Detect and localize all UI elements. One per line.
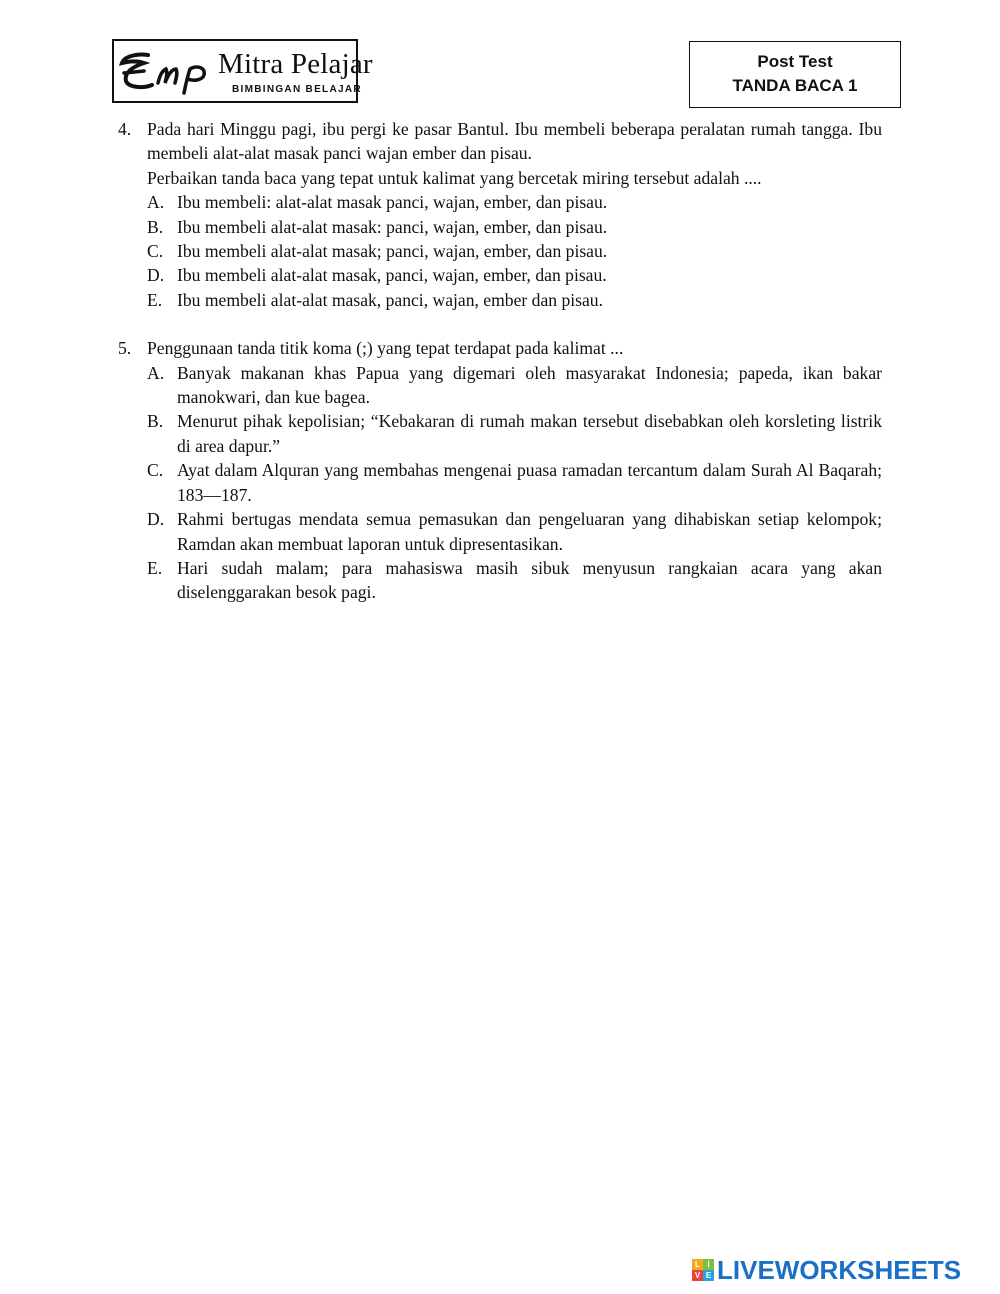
option-e[interactable] xyxy=(147,556,882,605)
option-letter: B. xyxy=(147,216,164,237)
question-prompt: Perbaikan tanda baca yang tepat untuk kalimat yang bercetak miring tersebut adalah .... xyxy=(147,167,762,188)
question-body xyxy=(147,336,882,604)
brand-icon-tile: I xyxy=(703,1259,714,1270)
question-list xyxy=(118,117,882,629)
liveworksheets-brand[interactable] xyxy=(692,1256,961,1284)
question-number: 4. xyxy=(118,119,132,139)
option-letter: A. xyxy=(147,192,165,213)
option-letter: D. xyxy=(147,265,165,286)
option-text: Ibu membeli alat-alat masak, panci, wajan, ember, dan pisau. xyxy=(177,265,607,286)
option-c[interactable] xyxy=(147,239,882,263)
brand-text: LIVEWORKSHEETS xyxy=(717,1255,962,1285)
option-list xyxy=(147,361,882,605)
brand-icon-tile: E xyxy=(703,1270,714,1281)
option-text: Ibu membeli alat-alat masak, panci, wajan, ember dan pisau. xyxy=(177,289,603,310)
option-a[interactable] xyxy=(147,190,882,214)
option-d[interactable] xyxy=(147,263,882,287)
option-letter: D. xyxy=(147,509,165,530)
option-text: Ibu membeli alat-alat masak: panci, wajan, ember, dan pisau. xyxy=(177,216,608,237)
option-text: Rahmi bertugas mendata semua pemasukan dan pengeluaran yang dihabiskan setiap kelompok; Ramdan akan membuat laporan untuk dipresentasikan. xyxy=(177,509,882,554)
option-text: Banyak makanan khas Papua yang digemari oleh masyarakat Indonesia; papeda, ikan bakar manokwari, dan kue bagea. xyxy=(177,362,882,408)
liveworksheets-logo-icon xyxy=(692,1259,714,1281)
title-box xyxy=(689,41,901,108)
option-b[interactable] xyxy=(147,409,882,458)
option-letter: B. xyxy=(147,411,164,432)
logo-name: Mitra Pelajar xyxy=(218,48,373,80)
title-line-2: TANDA BACA 1 xyxy=(732,76,858,95)
question-number: 5. xyxy=(118,338,132,359)
option-letter: A. xyxy=(147,362,165,383)
option-letter: E. xyxy=(147,289,163,310)
option-c[interactable] xyxy=(147,458,882,507)
question-body xyxy=(147,117,882,312)
option-text: Menurut pihak kepolisian; “Kebakaran di rumah makan tersebut disebabkan oleh korsleting listrik di area dapur.” xyxy=(177,411,882,456)
option-text: Hari sudah malam; para mahasiswa masih sibuk menyusun rangkaian acara yang akan diselenggarakan besok pagi. xyxy=(177,557,882,603)
logo-mark-icon xyxy=(118,49,218,95)
option-text: Ayat dalam Alquran yang membahas mengenai puasa ramadan tercantum dalam Surah Al Baqarah; 183—187. xyxy=(177,460,882,505)
brand-icon-tile: V xyxy=(692,1270,703,1281)
question-text: Penggunaan tanda titik koma (;) yang tepat terdapat pada kalimat ... xyxy=(147,338,624,359)
option-letter: C. xyxy=(147,241,164,262)
title-line-1: Post Test xyxy=(757,52,833,71)
option-text: Ibu membeli alat-alat masak; panci, wajan, ember, dan pisau. xyxy=(177,241,608,262)
option-text: Ibu membeli: alat-alat masak panci, wajan, ember, dan pisau. xyxy=(177,192,608,213)
brand-icon-tile: L xyxy=(692,1259,703,1270)
option-letter: C. xyxy=(147,460,164,481)
option-a[interactable] xyxy=(147,361,882,410)
option-letter: E. xyxy=(147,557,163,578)
question-text: Pada hari Minggu pagi, ibu pergi ke pasar Bantul. Ibu membeli beberapa peralatan rumah tangga. Ibu membeli alat-alat masak panci wajan ember dan pisau. xyxy=(147,119,882,164)
logo xyxy=(112,39,373,103)
option-e[interactable] xyxy=(147,288,882,312)
option-d[interactable] xyxy=(147,507,882,556)
question-4 xyxy=(118,117,882,312)
option-list xyxy=(147,190,882,312)
logo-subtitle: BIMBINGAN BELAJAR xyxy=(232,84,362,95)
question-5 xyxy=(118,336,882,604)
option-b[interactable] xyxy=(147,215,882,239)
